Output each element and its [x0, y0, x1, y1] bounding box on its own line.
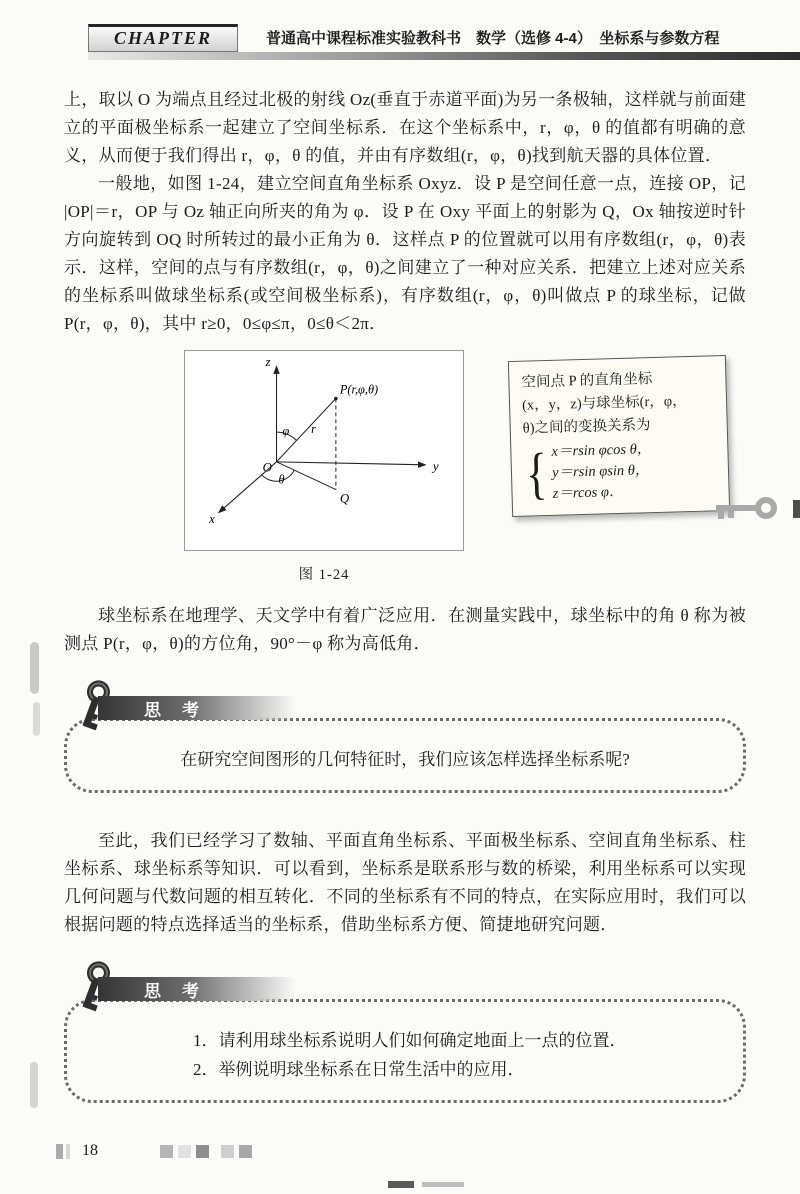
- print-mark: [221, 1145, 234, 1158]
- think-header: [72, 686, 746, 730]
- page-number: 18: [82, 1142, 98, 1159]
- print-mark: [66, 1144, 70, 1159]
- page-content: [0, 60, 800, 1103]
- scan-artifact: [422, 1182, 464, 1187]
- transform-formula-lines: [551, 439, 652, 505]
- think-question: 在研究空间图形的几何特征时，我们应该怎样选择坐标系呢?: [180, 750, 630, 769]
- think-body: [64, 999, 746, 1103]
- paragraph-1: 上，取以 O 为端点且经过北极的射线 Oz(垂直于赤道平面)为另一条极轴，这样就与前面建立的平面极坐标系一起建立了空间坐标系．在这个坐标系中，r，φ，θ 的值都有明确的意义，从而便于我们得出 r，φ，θ 的值，并由有序数组(r，φ，θ)找到航天器的具体位置．: [64, 90, 746, 165]
- figure-caption: 图 1-24: [298, 567, 350, 583]
- radius-label: r: [311, 422, 316, 437]
- key-icon: [714, 494, 778, 527]
- think-header: [72, 967, 746, 1011]
- think-box-2: [64, 967, 746, 1103]
- point-p-label: P(r,φ,θ): [339, 382, 379, 397]
- print-mark: [239, 1145, 252, 1158]
- think-label: 思 考: [144, 700, 201, 720]
- think-label-bar: [98, 977, 296, 1001]
- scan-artifact: [388, 1181, 414, 1188]
- formula-x: x＝rsin φcos θ，: [551, 441, 652, 460]
- figure-row: [184, 350, 746, 584]
- formula-y: y＝rsin φsin θ，: [551, 462, 650, 481]
- brace-glyph: {: [525, 441, 549, 506]
- book-header-title: 普通高中课程标准实验教科书 数学（选修 4-4） 坐标系与参数方程: [266, 30, 720, 47]
- chapter-label-text: CHAPTER: [113, 28, 212, 48]
- point-q-label: Q: [339, 491, 350, 506]
- think-label: 思 考: [144, 981, 201, 1001]
- scan-artifact: [30, 1062, 38, 1108]
- phi-angle-label: φ: [282, 424, 290, 439]
- side-note-line: (x，y，z)与球坐标(r，φ，: [521, 393, 687, 414]
- figure-1-24: [184, 350, 464, 551]
- chapter-label: [88, 24, 238, 52]
- scan-artifact: [33, 702, 40, 736]
- scan-artifact: [793, 500, 800, 518]
- axis-z-label: z: [265, 354, 271, 369]
- axis-y-label: y: [432, 459, 439, 474]
- paragraph-4: 至此，我们已经学习了数轴、平面直角坐标系、平面极坐标系、空间直角坐标系、柱坐标系、球坐标系等知识．可以看到，坐标系是联系形与数的桥梁，利用坐标系可以实现几何问题与代数问题的相互转化．不同的坐标系有不同的特点，在实际应用时，我们可以根据问题的特点选择适当的坐标系，借助坐标系方便、简捷地研究问题．: [64, 831, 746, 934]
- figure-column: [184, 350, 464, 584]
- side-note-card: [508, 355, 730, 517]
- page-header: [88, 24, 760, 52]
- paragraph-2: 一般地，如图 1-24，建立空间直角坐标系 Oxyz．设 P 是空间任意一点，连接 OP，记 |OP|＝r，OP 与 Oz 轴正向所夹的角为 φ．设 P 在 Oxy 平面上的射影为 Q，Ox 轴按逆时针方向旋转到 OQ 时所转过的最小正角为 θ．这样点 P 的位置就可以用有序数组(r，φ，θ)表示．这样，空间的点与有序数组(r，φ，θ)之间建立了一种对应关系．把建立上述对应关系的坐标系叫做球坐标系(或空间极坐标系)，有序数组(r，φ，θ)叫做点 P 的球坐标，记做 P(r，φ，θ)，其中 r≥0，0≤φ≤π，0≤θ＜2π．: [64, 174, 746, 333]
- paragraph-3: 球坐标系在地理学、天文学中有着广泛应用．在测量实践中，球坐标中的角 θ 称为被测点 P(r，φ，θ)的方位角，90°－φ 称为高低角．: [64, 606, 746, 653]
- side-note-line: 空间点 P 的直角坐标: [521, 371, 653, 391]
- print-mark: [178, 1145, 191, 1158]
- theta-angle-label: θ: [278, 472, 285, 487]
- print-mark: [56, 1144, 63, 1159]
- side-note-line: θ)之间的变换关系为: [522, 417, 651, 437]
- print-mark: [160, 1145, 173, 1158]
- page-footer: [56, 1142, 257, 1160]
- scan-artifact: [30, 642, 39, 694]
- think-item-2: 2．举例说明球坐标系在日常生活中的应用．: [193, 1060, 525, 1079]
- spherical-coordinates-diagram: [185, 351, 463, 545]
- think-box-1: [64, 686, 746, 793]
- transform-formula: [523, 437, 717, 505]
- formula-z: z＝rcos φ．: [552, 483, 624, 502]
- print-mark: [196, 1145, 209, 1158]
- header-rule: [88, 52, 800, 60]
- think-label-bar: [98, 696, 296, 720]
- point-p-dot: [334, 397, 338, 401]
- axis-x-label: x: [209, 512, 215, 527]
- origin-label: O: [262, 460, 272, 475]
- think-item-1: 1．请利用球坐标系说明人们如何确定地面上一点的位置．: [193, 1031, 627, 1050]
